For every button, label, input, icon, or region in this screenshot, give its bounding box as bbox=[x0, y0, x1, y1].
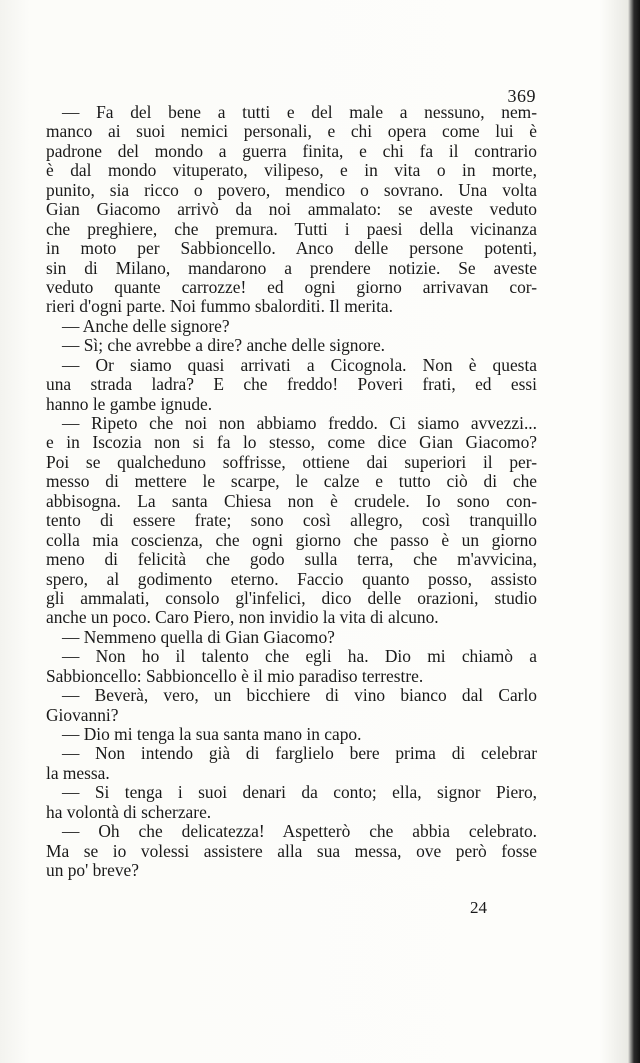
text-line: e in Iscozia non si fa lo stesso, come dice Gian Giacomo? bbox=[46, 433, 537, 453]
text-line: — Dio mi tenga la sua santa mano in capo. bbox=[62, 725, 362, 744]
text-line: — Si tenga i suoi denari da conto; ella, signor Piero, bbox=[62, 783, 537, 803]
text-line: tento di essere frate; sono così allegro, così tranquillo bbox=[46, 511, 537, 531]
text-line: meno di felicità che godo sulla terra, che m'avvicina, bbox=[46, 550, 537, 570]
text-line: spero, al godimento eterno. Faccio quanto posso, assisto bbox=[46, 569, 537, 589]
text-line: ha volontà di scherzare. bbox=[46, 802, 212, 822]
text-line: punito, sia ricco o povero, mendico o sovrano. Una volta bbox=[46, 180, 537, 200]
text-line: è dal mondo vituperato, vilipeso, e in vita o in morte, bbox=[46, 161, 537, 181]
signature-mark: 24 bbox=[470, 898, 487, 917]
text-line: Ma se io volessi assistere alla sua messa, ove però fosse bbox=[46, 841, 537, 861]
text-line: Gian Giacomo arrivò da noi ammalato: se aveste veduto bbox=[46, 200, 537, 220]
text-line: — Oh che delicatezza! Aspetterò che abbia celebrato. bbox=[62, 822, 537, 842]
body-text bbox=[46, 103, 537, 881]
text-line: — Fa del bene a tutti e del male a nessuno, nem- bbox=[62, 103, 537, 122]
text-line: — Or siamo quasi arrivati a Cicognola. Non è questa bbox=[62, 355, 537, 375]
text-line: Giovanni? bbox=[46, 705, 119, 725]
text-line: — Beverà, vero, un bicchiere di vino bianco dal Carlo bbox=[62, 686, 537, 706]
text-line: — Non intendo già di farglielo bere prima di celebrar bbox=[62, 744, 537, 764]
text-line: che preghiere, che premura. Tutti i paesi della vicinanza bbox=[46, 219, 537, 239]
text-line: — Sì; che avrebbe a dire? anche delle signore. bbox=[62, 336, 386, 356]
text-line: in moto per Sabbioncello. Anco delle persone potenti, bbox=[46, 239, 537, 259]
text-line: una strada ladra? E che freddo! Poveri frati, ed essi bbox=[46, 375, 537, 395]
text-line: — Nemmeno quella di Gian Giacomo? bbox=[62, 627, 335, 647]
text-line: — Non ho il talento che egli ha. Dio mi chiamò a bbox=[62, 647, 537, 667]
text-line: gli ammalati, consolo gl'infelici, dico delle orazioni, studio bbox=[46, 588, 537, 608]
text-line: sin di Milano, mandarono a prendere notizie. Se aveste bbox=[46, 258, 537, 278]
text-line: colla mia coscienza, che ogni giorno che passo è un giorno bbox=[46, 530, 537, 550]
text-line: abbisogna. La santa Chiesa non è crudele. Io sono con- bbox=[46, 491, 537, 511]
text-line: hanno le gambe ignude. bbox=[46, 394, 213, 414]
text-line: Sabbioncello: Sabbioncello è il mio paradiso terrestre. bbox=[46, 666, 424, 686]
text-line: rieri d'ogni parte. Noi fummo sbalorditi. Il merita. bbox=[46, 297, 393, 317]
text-line: Poi se qualcheduno soffrisse, ottiene dai superiori il per- bbox=[46, 452, 537, 472]
text-line: un po' breve? bbox=[46, 861, 139, 881]
text-line: manco ai suoi nemici personali, e chi opera come lui è bbox=[46, 122, 537, 142]
text-line: la messa. bbox=[46, 763, 110, 783]
text-line: messo di mettere le scarpe, le calze e tutto ciò di che bbox=[46, 472, 537, 492]
text-line: — Ripeto che noi non abbiamo freddo. Ci siamo avvezzi... bbox=[62, 414, 537, 433]
text-line: veduto quante carrozze! ed ogni giorno arrivavan cor- bbox=[46, 277, 537, 297]
text-line: anche un poco. Caro Piero, non invidio la vita di alcuno. bbox=[46, 608, 439, 628]
page-number: 369 bbox=[507, 86, 536, 106]
text-line: padrone del mondo a guerra finita, e chi fa il contrario bbox=[46, 141, 537, 161]
text-line: — Anche delle signore? bbox=[62, 316, 230, 336]
